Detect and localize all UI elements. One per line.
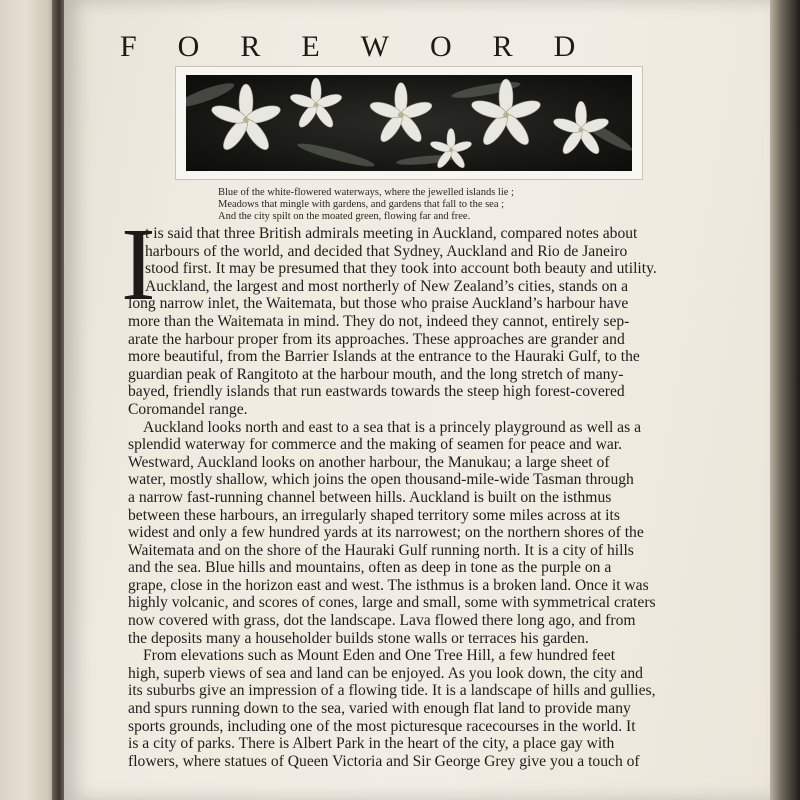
text-line: stood first. It may be presumed that they took into account both beauty and utility.	[145, 260, 657, 278]
photo-caption	[218, 187, 638, 223]
text-line: now covered with grass, dot the landscape. Lava flowed there long ago, and from	[128, 612, 636, 630]
text-line: splendid waterway for commerce and the making of seamen for peace and war.	[128, 436, 623, 454]
text-line: arate the harbour proper from its approaches. These approaches are grander and	[128, 330, 625, 348]
text-line: long narrow inlet, the Waitemata, but those who praise Auckland’s harbour have	[128, 295, 629, 313]
text-line: sports grounds, including one of the most picturesque racecourses in the world. It	[128, 717, 636, 735]
text-line: Auckland looks north and east to a sea that is a princely playground as well as a	[143, 418, 641, 436]
text-line: between these harbours, an irregularly shaped territory some miles across at its	[128, 506, 620, 524]
text-line: its suburbs give an impression of a flowing tide. It is a landscape of hills and gullies,	[128, 682, 656, 700]
caption-line: Blue of the white-flowered waterways, where the jewelled islands lie ;	[218, 187, 514, 198]
text-line: more beautiful, from the Barrier Islands at the entrance to the Hauraki Gulf, to the	[128, 348, 640, 366]
text-line: more than the Waitemata in mind. They do not, indeed they cannot, entirely sep-	[128, 312, 630, 330]
text-line: widest and only a few hundred yards at its narrowest; on the northern shores of the	[128, 524, 644, 542]
text-line: water, mostly shallow, which joins the open thousand-mile-wide Tasman through	[128, 471, 634, 489]
text-line: t is said that three British admirals meeting in Auckland, compared notes about	[145, 225, 638, 242]
body-text	[128, 225, 698, 770]
flower-photo	[175, 66, 643, 180]
text-line: Westward, Auckland looks on another harbour, the Manukau; a large sheet of	[128, 453, 610, 471]
text-line: and spurs running down to the sea, varied with enough flat land to provide many	[128, 700, 631, 718]
text-line: harbours of the world, and decided that Sydney, Auckland and Rio de Janeiro	[145, 242, 628, 260]
text-line: is a city of parks. There is Albert Park in the heart of the city, a place gay with	[128, 735, 615, 753]
text-line: From elevations such as Mount Eden and One Tree Hill, a few hundred feet	[143, 647, 616, 665]
text-line: Coromandel range.	[128, 400, 248, 418]
text-line: high, superb views of sea and land can be enjoyed. As you look down, the city and	[128, 664, 643, 682]
text-line: grape, close in the horizon east and west. The isthmus is a broken land. Once it was	[128, 576, 649, 594]
page-edge	[770, 0, 800, 800]
text-line: the deposits many a householder builds stone walls or terraces his garden.	[128, 629, 589, 647]
drop-cap: I	[121, 207, 156, 322]
text-line: a narrow fast-running channel between hills. Auckland is built on the isthmus	[128, 488, 612, 506]
text-line: guardian peak of Rangitoto at the harbour mouth, and the long stretch of many-	[128, 365, 624, 383]
text-line: Waitemata and on the shore of the Hauraki Gulf running north. It is a city of hills	[128, 541, 634, 559]
flower-image	[186, 75, 632, 171]
caption-line: And the city spilt on the moated green, flowing far and free.	[218, 211, 471, 222]
text-line: and the sea. Blue hills and mountains, often as deep in tone as the purple on a	[128, 559, 612, 577]
text-line: bayed, friendly islands that run eastwards towards the steep high forest-covered	[128, 383, 625, 401]
page-title: FOREWORD	[120, 30, 617, 63]
text-line: highly volcanic, and scores of cones, large and small, some with symmetrical craters	[128, 594, 656, 612]
facing-page	[0, 0, 60, 800]
caption-line: Meadows that mingle with gardens, and gardens that fall to the sea ;	[218, 199, 505, 210]
text-line: flowers, where statues of Queen Victoria and Sir George Grey give you a touch of	[128, 752, 640, 770]
text-line: Auckland, the largest and most northerly of New Zealand’s cities, stands on a	[145, 277, 628, 295]
